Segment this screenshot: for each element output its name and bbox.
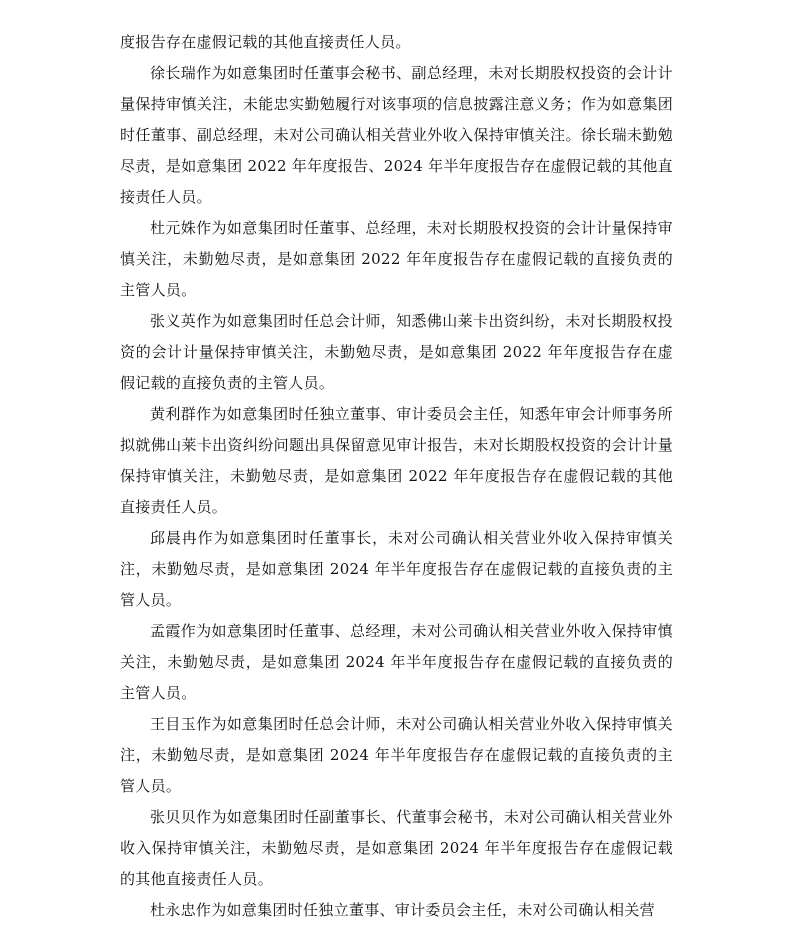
paragraph-meng-xia: 孟霞作为如意集团时任董事、总经理，未对公司确认相关营业外收入保持审慎关注，未勤勉尽责，是如意集团 2024 年半年度报告存在虚假记载的直接负责的主管人员。 bbox=[120, 622, 673, 702]
paragraph-xu-changrui: 徐长瑞作为如意集团时任董事会秘书、副总经理，未对长期股权投资的会计计量保持审慎关注，未能忠实勤勉履行对该事项的信息披露注意义务；作为如意集团时任董事、副总经理，未对公司确认相关营业外收入保持审慎关注。徐长瑞未勤勉尽责，是如意集团 2022 年年度报告、2024 年半年度报告存在虚假记载的其他直接责任人员。 bbox=[120, 64, 673, 206]
document-page bbox=[120, 0, 673, 926]
paragraph-huang-liqun: 黄利群作为如意集团时任独立董事、审计委员会主任，知悉年审会计师事务所拟就佛山莱卡出资纠纷问题出具保留意见审计报告，未对长期股权投资的会计计量保持审慎关注，未勤勉尽责，是如意集团 2022 年年度报告存在虚假记载的其他直接责任人员。 bbox=[120, 405, 673, 516]
paragraph-continuation: 度报告存在虚假记载的其他直接责任人员。 bbox=[120, 33, 411, 51]
paragraph-qiu-chenran: 邱晨冉作为如意集团时任董事长，未对公司确认相关营业外收入保持审慎关注，未勤勉尽责，是如意集团 2024 年半年度报告存在虚假记载的直接负责的主管人员。 bbox=[120, 529, 673, 609]
paragraph-zhang-yiying: 张义英作为如意集团时任总会计师，知悉佛山莱卡出资纠纷，未对长期股权投资的会计计量保持审慎关注，未勤勉尽责，是如意集团 2022 年年度报告存在虚假记载的直接负责的主管人员。 bbox=[120, 312, 673, 392]
paragraph-du-yuanshu: 杜元姝作为如意集团时任董事、总经理，未对长期股权投资的会计计量保持审慎关注，未勤勉尽责，是如意集团 2022 年年度报告存在虚假记载的直接负责的主管人员。 bbox=[120, 219, 673, 299]
paragraph-wang-muyu: 王目玉作为如意集团时任总会计师，未对公司确认相关营业外收入保持审慎关注，未勤勉尽责，是如意集团 2024 年半年度报告存在虚假记载的直接负责的主管人员。 bbox=[120, 715, 673, 795]
paragraph-du-yongzhong: 杜永忠作为如意集团时任独立董事、审计委员会主任，未对公司确认相关营 bbox=[150, 901, 655, 919]
paragraph-zhang-beibei: 张贝贝作为如意集团时任副董事长、代董事会秘书，未对公司确认相关营业外收入保持审慎关注，未勤勉尽责，是如意集团 2024 年半年度报告存在虚假记载的其他直接责任人员。 bbox=[120, 808, 673, 888]
